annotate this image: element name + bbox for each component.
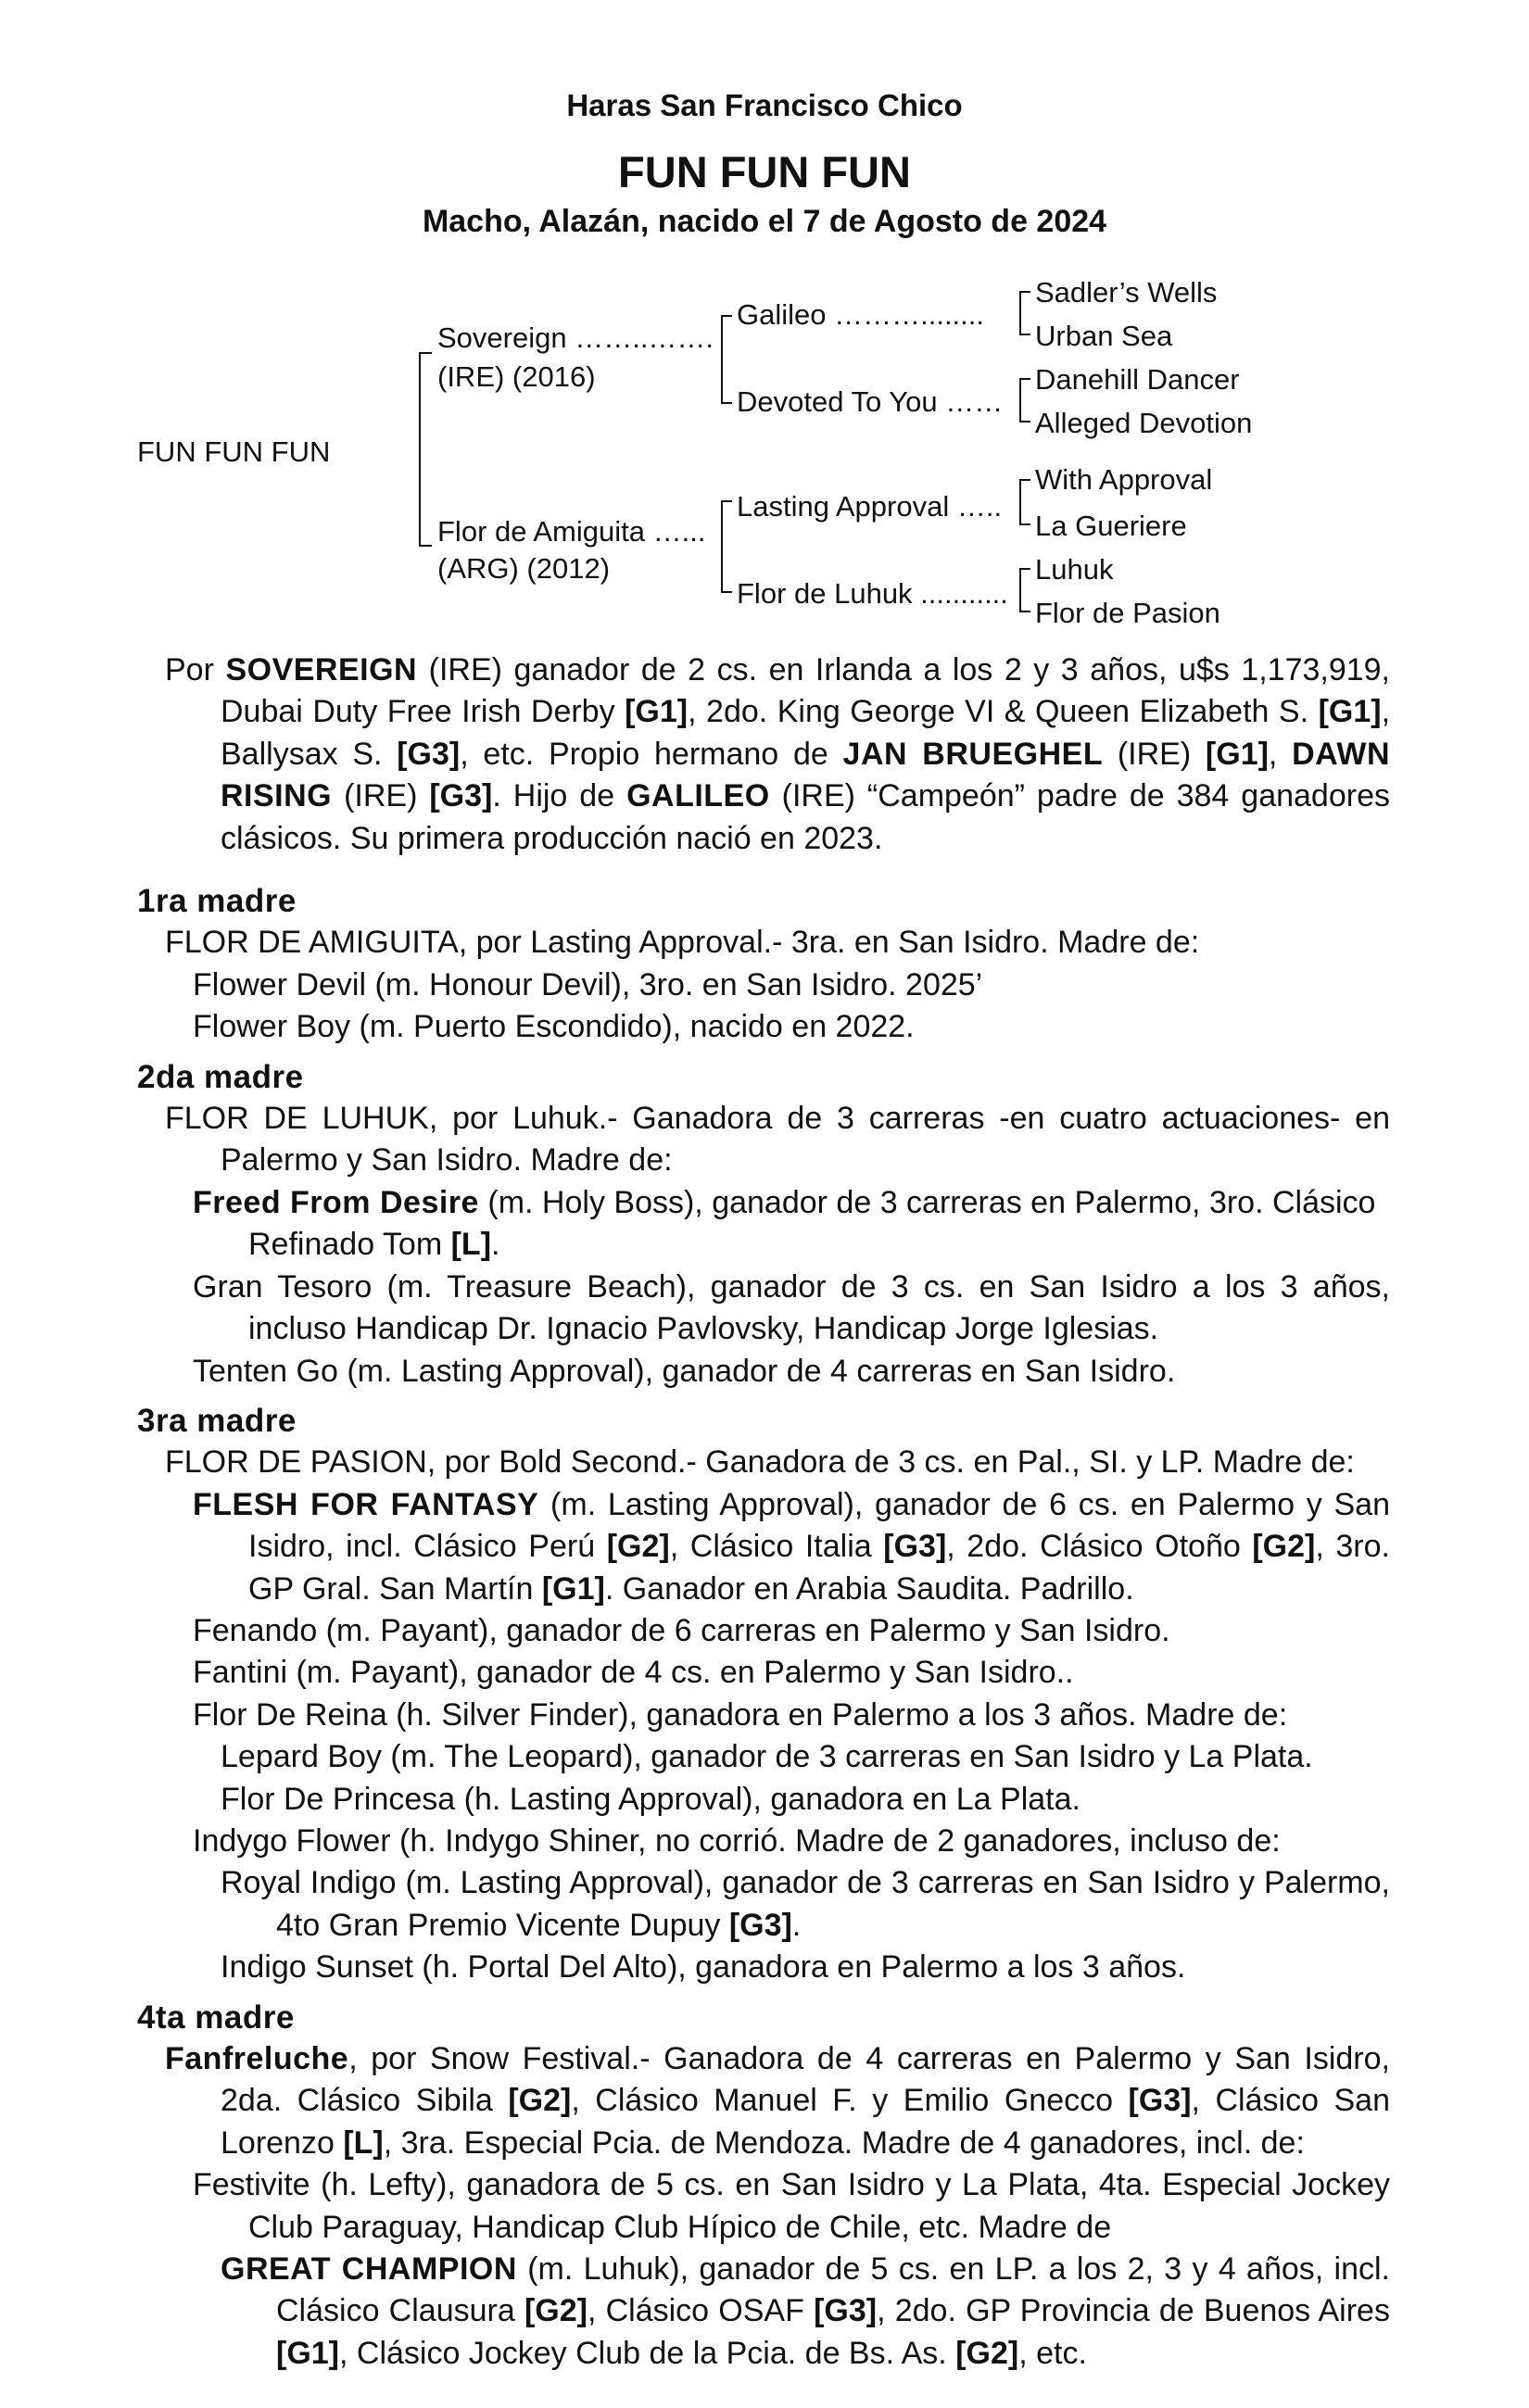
bracket-line	[1019, 378, 1030, 380]
pedigree-subject: FUN FUN FUN	[137, 435, 331, 468]
bracket-line	[721, 315, 723, 404]
dam2-intro: FLOR DE LUHUK, por Luhuk.- Ganadora de 3 carreras -en cuatro actuaciones- en Palermo y San Isidro. Madre de:	[165, 1101, 1390, 1179]
dam2-produce: Gran Tesoro (m. Treasure Beach), ganador de 3 cs. en San Isidro a los 3 años, incluso Handicap Dr. Ignacio Pavlovsky, Handicap Jorge Iglesias.	[193, 1268, 1390, 1347]
dam3-heading: 3ra madre	[137, 1402, 297, 1439]
dam1-produce: Flower Boy (m. Puerto Escondido), nacido en 2022.	[193, 1009, 915, 1045]
dam3-grandproduce: Royal Indigo (m. Lasting Approval), ganador de 3 carreras en San Isidro y Palermo, 4to Gran Premio Vicente Dupuy [G3].	[221, 1865, 1390, 1943]
horse-details: Macho, Alazán, nacido el 7 de Agosto de 2024	[422, 204, 1107, 239]
pedigree-ddd: Flor de Pasion	[1035, 597, 1220, 629]
dam2-heading: 2da madre	[137, 1058, 304, 1095]
bracket-line	[721, 315, 732, 317]
dam3-grandproduce: Flor De Princesa (h. Lasting Approval), ganadora en La Plata.	[221, 1781, 1080, 1817]
pedigree-sds: Danehill Dancer	[1035, 363, 1240, 396]
bracket-line	[721, 500, 732, 502]
bracket-line	[1019, 479, 1021, 525]
bracket-line	[1019, 378, 1021, 422]
pedigree-sdd: Alleged Devotion	[1035, 407, 1253, 439]
bracket-line	[721, 500, 723, 593]
catalog-text	[137, 649, 1390, 2375]
bracket-line	[1019, 334, 1030, 335]
pedigree-ssd: Urban Sea	[1035, 320, 1173, 352]
pedigree-sire: Sovereign ……..…….	[437, 321, 714, 354]
dam2-produce: Freed From Desire (m. Holy Boss), ganador de 3 carreras en Palermo, 3ro. Clásico Refinado Tom [L].	[193, 1184, 1376, 1263]
dam4-produce: Festivite (h. Lefty), ganadora de 5 cs. en San Isidro y La Plata, 4ta. Especial Jockey Club Paraguay, Handicap Club Hípico de Chile, etc. Madre de	[193, 2167, 1390, 2245]
dam3-produce: Fenando (m. Payant), ganador de 6 carreras en Palermo y San Isidro.	[193, 1612, 1170, 1648]
pedigree-dsd: La Gueriere	[1035, 510, 1187, 542]
pedigree-dam-origin: (ARG) (2012)	[437, 552, 611, 585]
sire-paragraph: Por SOVEREIGN (IRE) ganador de 2 cs. en Irlanda a los 2 y 3 años, u$s 1,173,919, Dubai Duty Free Irish Derby [G1], 2do. King George VI & Queen Elizabeth S. [G1], Ballysax S. [G3], etc. Propio hermano de JAN BRUEGHEL (IRE) [G1], DAWN RISING (IRE) [G3]. Hijo de GALILEO (IRE) “Campeón” padre de 384 ganadores clásicos. Su primera producción nació en 2023.	[165, 652, 1391, 856]
dam3-produce: Indygo Flower (h. Indygo Shiner, no corrió. Madre de 2 ganadores, incluso de:	[193, 1822, 1281, 1859]
bracket-line	[1019, 611, 1030, 612]
dam4-heading: 4ta madre	[137, 1998, 295, 2036]
dam2-produce: Tenten Go (m. Lasting Approval), ganador de 4 carreras en San Isidro.	[193, 1353, 1176, 1389]
pedigree-dss: With Approval	[1035, 463, 1213, 496]
dam4-grandproduce: GREAT CHAMPION (m. Luhuk), ganador de 5 cs. en LP. a los 2, 3 y 4 años, incl. Clásico Clausura [G2], Clásico OSAF [G3], 2do. GP Provincia de Buenos Aires [G1], Clásico Jockey Club de la Pcia. de Bs. As. [G2], etc.	[221, 2251, 1390, 2371]
bracket-line	[1019, 523, 1030, 525]
pedigree-dam-sire: Lasting Approval …..	[737, 490, 1003, 523]
horse-name: FUN FUN FUN	[618, 147, 911, 196]
pedigree-dam-dam: Flor de Luhuk ...........	[737, 577, 1008, 610]
bracket-line	[1019, 568, 1021, 612]
pedigree-sss: Sadler’s Wells	[1035, 276, 1218, 309]
dam3-produce: Fantini (m. Payant), ganador de 4 cs. en Palermo y San Isidro..	[193, 1655, 1074, 1691]
stud-name: Haras San Francisco Chico	[566, 88, 963, 122]
dam3-produce: FLESH FOR FANTASY (m. Lasting Approval), ganador de 6 cs. en Palermo y San Isidro, incl. Clásico Perú [G2], Clásico Italia [G3], 2do. Clásico Otoño [G2], 3ro. GP Gral. San Martín [G1]. Ganador en Arabia Saudita. Padrillo.	[193, 1486, 1390, 1607]
dam1-intro: FLOR DE AMIGUITA, por Lasting Approval.- 3ra. en San Isidro. Madre de:	[165, 925, 1200, 961]
bracket-line	[419, 545, 432, 547]
bracket-line	[721, 591, 732, 593]
bracket-line	[1019, 568, 1030, 570]
dam4-intro: Fanfreluche, por Snow Festival.- Ganadora de 4 carreras en Palermo y San Isidro, 2da. Clásico Sibila [G2], Clásico Manuel F. y Emilio Gnecco [G3], Clásico San Lorenzo [L], 3ra. Especial Pcia. de Mendoza. Madre de 4 ganadores, incl. de:	[165, 2041, 1390, 2161]
bracket-line	[1019, 479, 1030, 481]
bracket-line	[721, 402, 732, 404]
dam3-intro: FLOR DE PASION, por Bold Second.- Ganadora de 3 cs. en Pal., SI. y LP. Madre de:	[165, 1444, 1355, 1481]
pedigree-sire-origin: (IRE) (2016)	[437, 360, 596, 393]
bracket-line	[419, 352, 432, 354]
bracket-line	[1019, 421, 1030, 422]
dam3-grandproduce: Lepard Boy (m. The Leopard), ganador de 3 carreras en San Isidro y La Plata.	[221, 1739, 1313, 1775]
bracket-line	[1019, 291, 1021, 335]
bracket-line	[419, 352, 421, 547]
pedigree-sire-sire: Galileo ………........	[737, 298, 985, 331]
bracket-line	[1019, 291, 1030, 293]
pedigree-dds: Luhuk	[1035, 553, 1114, 586]
pedigree-dam: Flor de Amiguita …...	[437, 515, 706, 548]
dam1-heading: 1ra madre	[137, 883, 297, 920]
dam3-produce: Flor De Reina (h. Silver Finder), ganadora en Palermo a los 3 años. Madre de:	[193, 1696, 1288, 1733]
dam1-produce: Flower Devil (m. Honour Devil), 3ro. en San Isidro. 2025’	[193, 966, 983, 1002]
dam3-grandproduce: Indigo Sunset (h. Portal Del Alto), ganadora en Palermo a los 3 años.	[221, 1949, 1186, 1986]
pedigree-sire-dam: Devoted To You ……	[737, 385, 1004, 418]
